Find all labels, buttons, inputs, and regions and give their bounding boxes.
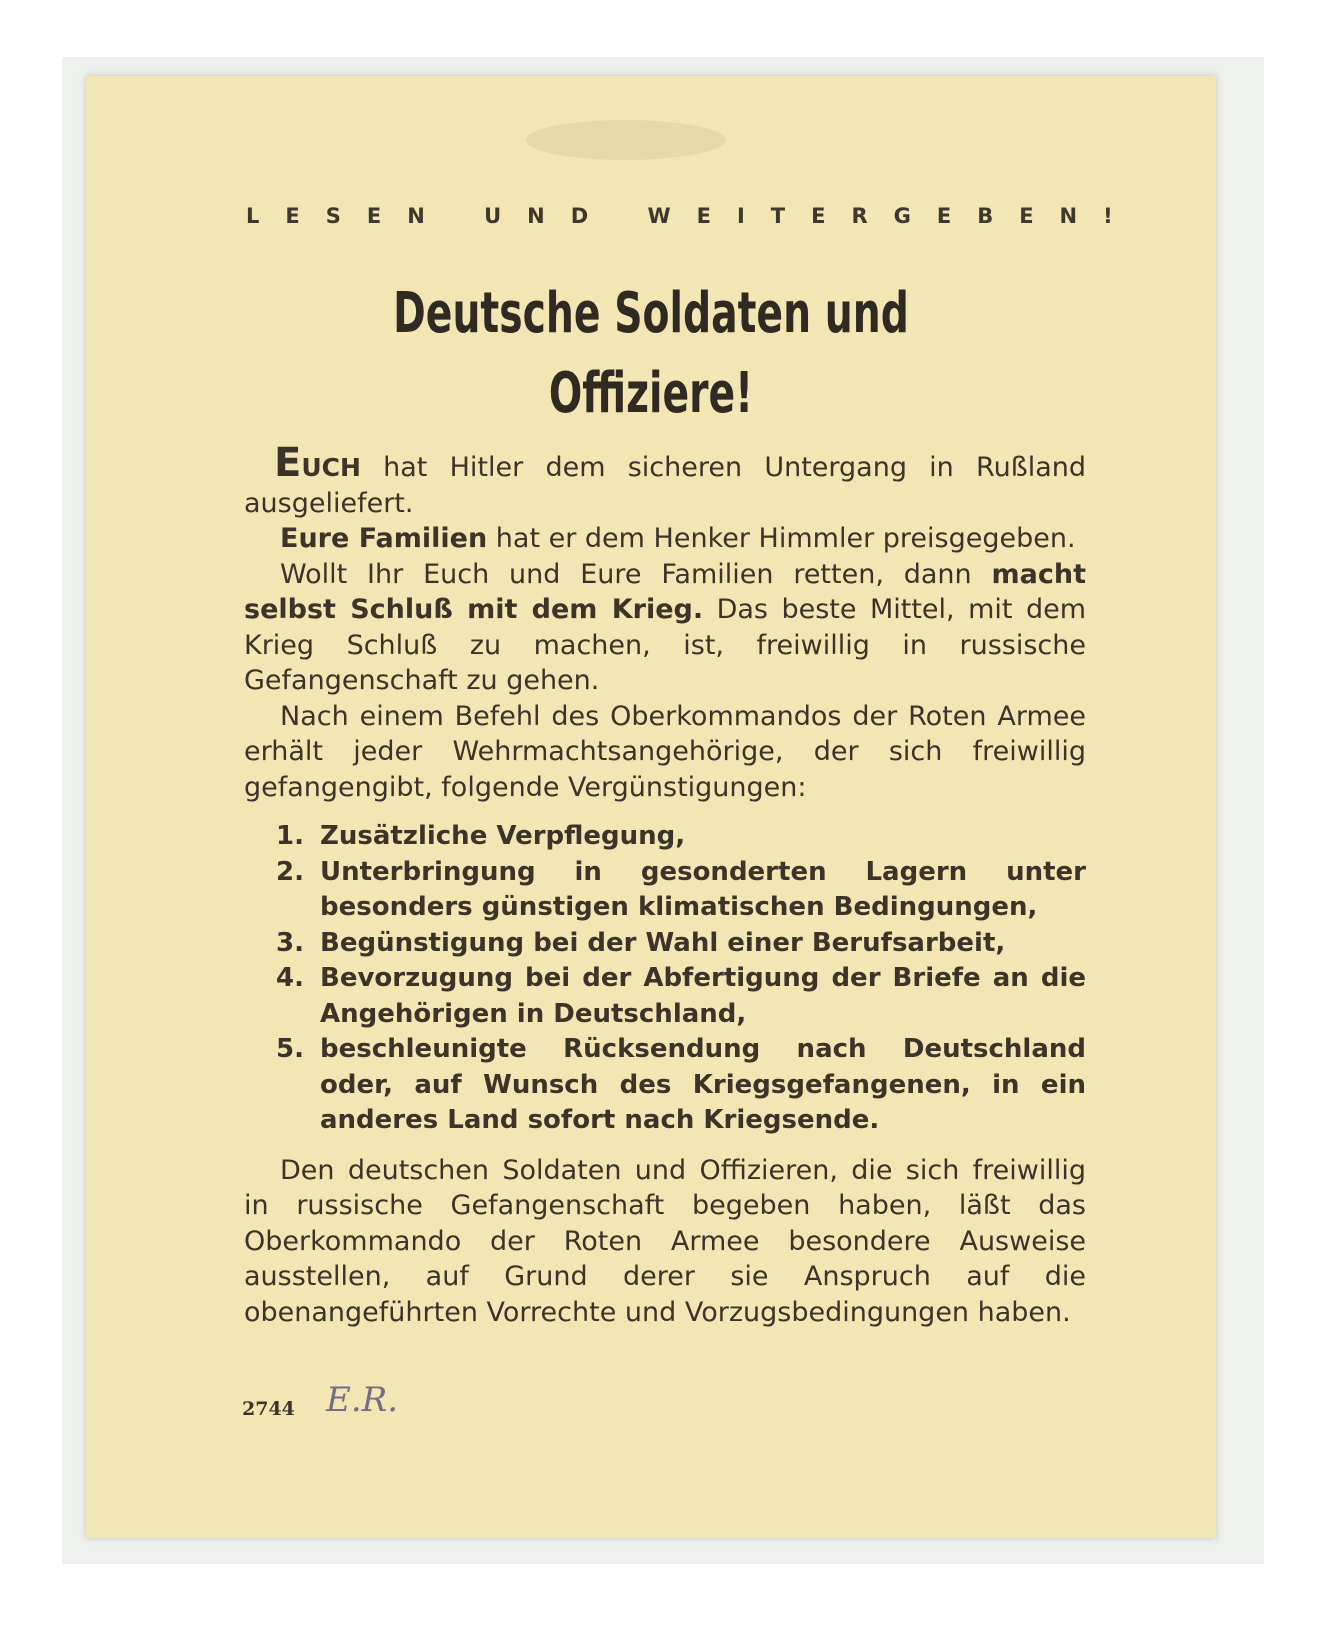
leaflet-body	[244, 440, 1086, 1330]
benefits-list	[244, 819, 1086, 1139]
handwritten-initials: E.R.	[326, 1380, 399, 1420]
benefit-item	[276, 926, 1086, 962]
paper-stain	[526, 120, 726, 160]
benefit-text: beschleunigte Rücksendung nach Deutschland oder, auf Wunsch des Kriegsgefangenen, in ein anderes Land sofort nach Kriegsende.	[320, 1034, 1086, 1135]
paragraph-4: Nach einem Befehl des Oberkommandos der Roten Armee erhält jeder Wehrmachtsangehörige, der sich freiwillig gefangengibt, folgende Vergünstigungen:	[244, 700, 1086, 803]
benefit-number: 1.	[276, 821, 304, 851]
paragraph-1-text: hat Hitler dem sicheren Untergang in Rußland ausgeliefert.	[244, 452, 1086, 519]
paragraph-3-bold: macht selbst Schluß mit dem Krieg.	[244, 558, 1086, 625]
paragraph-2	[244, 521, 1086, 557]
paragraph-3-text-before: Wollt Ihr Euch und Eure Familien retten, dann	[280, 558, 992, 590]
benefit-item	[276, 1032, 1086, 1139]
paragraph-3	[244, 557, 1086, 699]
benefit-item	[276, 819, 1086, 855]
benefit-item	[276, 961, 1086, 1032]
leaflet-title-line-1: Deutsche Soldaten und	[393, 281, 909, 346]
leaflet-title-line-2: Offiziere!	[548, 361, 754, 426]
paragraph-5: Den deutschen Soldaten und Offizieren, die sich freiwillig in russische Gefangenschaft begeben haben, läßt das Oberkommando der Roten Armee besondere Ausweise ausstellen, auf Grund derer sie Anspruch auf die obenangeführten Vorrechte und Vorzugsbedingungen haben.	[244, 1154, 1086, 1328]
print-number: 2744	[242, 1398, 295, 1420]
benefit-number: 2.	[276, 856, 304, 887]
benefit-number: 5.	[276, 1034, 304, 1064]
paragraph-2-text: hat er dem Henker Himmler preisgegeben.	[487, 523, 1076, 554]
benefit-number: 4.	[276, 963, 304, 993]
paragraph-1	[244, 440, 1086, 521]
small-caps-word: UCH	[301, 453, 361, 482]
paragraph-3-text-after: Das beste Mittel, mit dem Krieg Schluß zu machen, ist, freiwillig in russische Gefangenschaft zu gehen.	[244, 594, 1086, 696]
benefit-text: Unterbringung in gesonderten Lagern unter besonders günstigen klimatischen Bedingungen,	[320, 856, 1086, 922]
benefit-text: Bevorzugung bei der Abfertigung der Briefe an die Angehörigen in Deutschland,	[320, 963, 1086, 1029]
leaflet-paper	[86, 76, 1216, 1538]
benefit-item	[276, 855, 1086, 926]
drop-letter: E	[274, 440, 302, 486]
benefit-text: Zusätzliche Verpflegung,	[320, 821, 686, 851]
leaflet-header: LESEN UND WEITERGEBEN!	[246, 204, 1139, 228]
benefit-number: 3.	[276, 927, 304, 958]
paragraph-2-bold: Eure Familien	[280, 523, 488, 554]
benefit-text: Begünstigung bei der Wahl einer Berufsarbeit,	[320, 927, 1006, 958]
